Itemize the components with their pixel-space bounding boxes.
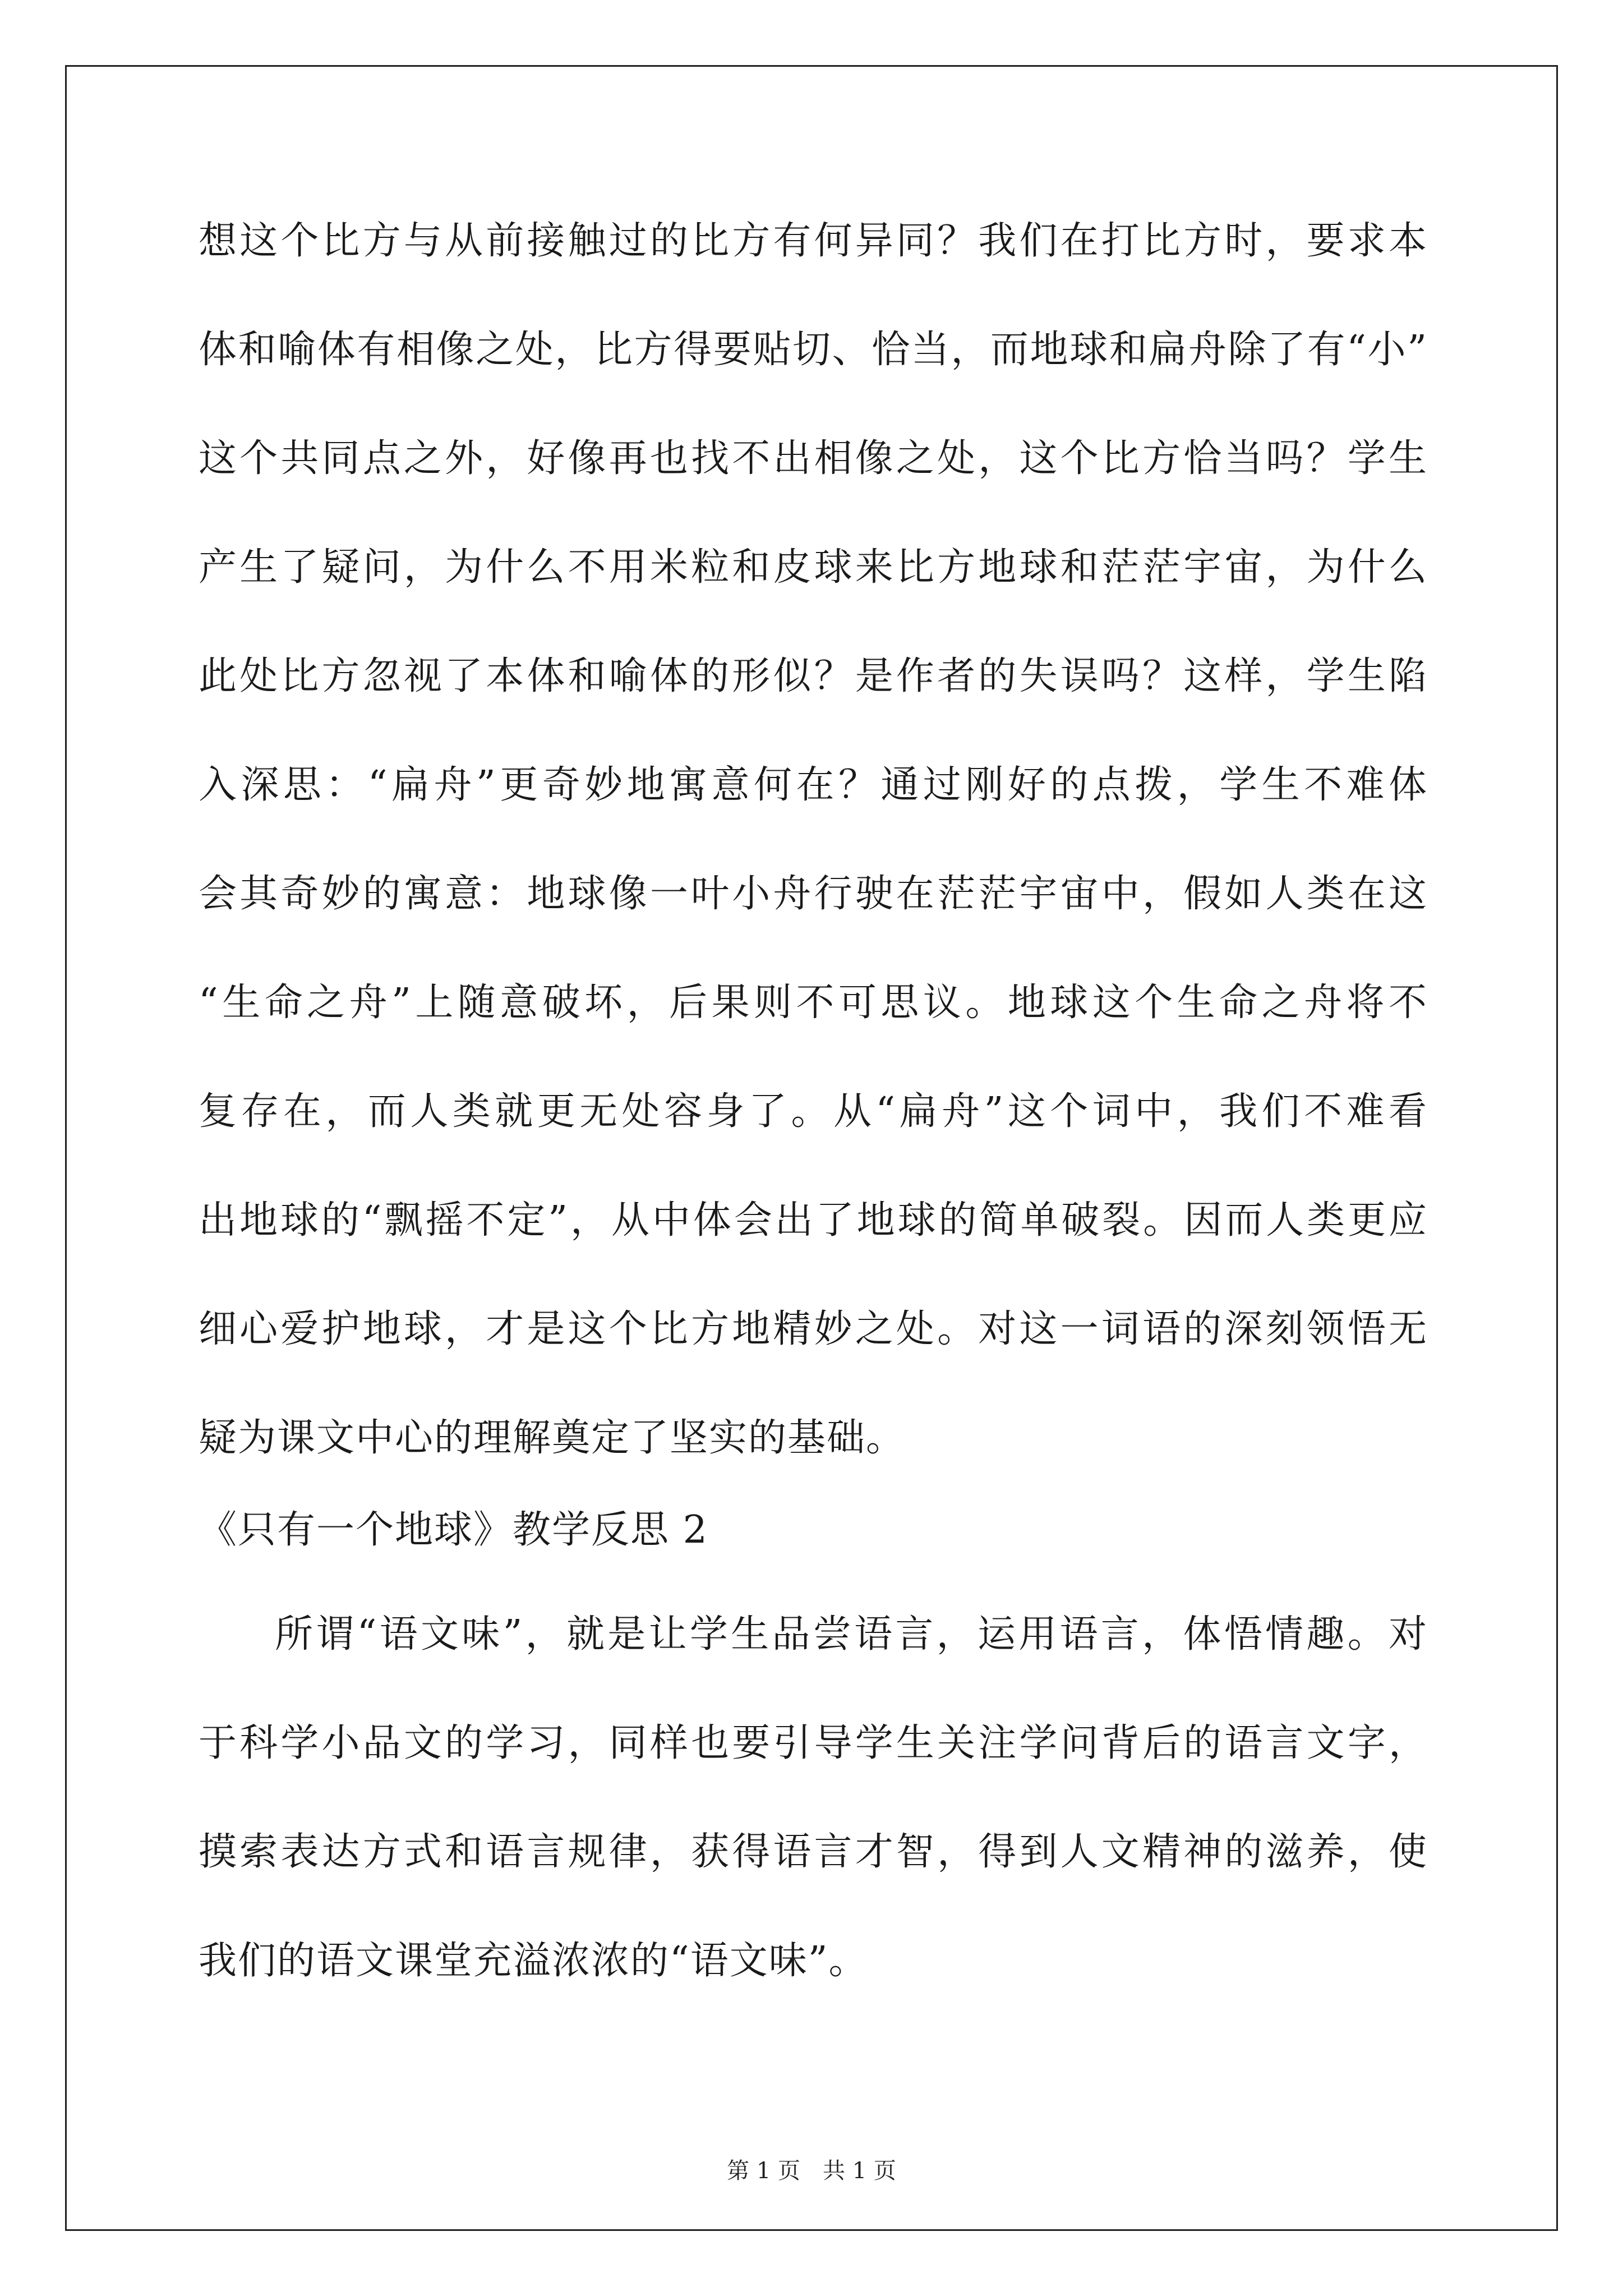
text-line: 所谓“语文味”，就是让学生品尝语言，运用语言，体悟情趣。对	[275, 1612, 1428, 1657]
text-line: 这个共同点之外，好像再也找不出相像之处，这个比方恰当吗？学生	[199, 436, 1428, 481]
paragraph-2	[199, 1607, 1428, 2042]
paragraph-1	[199, 213, 1428, 1519]
text-line: 想这个比方与从前接触过的比方有何异同？我们在打比方时，要求本	[199, 219, 1428, 263]
text-line: 此处比方忽视了本体和喻体的形似？是作者的失误吗？这样，学生陷	[199, 654, 1428, 698]
text-line: 疑为课文中心的理解奠定了坚实的基础。	[199, 1416, 906, 1460]
text-line: 会其奇妙的寓意：地球像一叶小舟行驶在茫茫宇宙中，假如人类在这	[199, 872, 1428, 916]
text-line: 复存在，而人类就更无处容身了。从“扁舟”这个词中，我们不难看	[199, 1089, 1428, 1134]
text-line: 我们的语文课堂充溢浓浓的“语文味”。	[199, 1939, 868, 1983]
text-line: “生命之舟”上随意破坏，后果则不可思议。地球这个生命之舟将不	[199, 981, 1428, 1025]
text-line: 摸索表达方式和语言规律，获得语言才智，得到人文精神的滋养，使	[199, 1830, 1428, 1874]
document-body	[199, 213, 1428, 2042]
page-footer: 第 1 页 共 1 页	[727, 2158, 896, 2184]
text-line: 体和喻体有相像之处，比方得要贴切、恰当，而地球和扁舟除了有“小”	[199, 328, 1428, 372]
text-line: 出地球的“飘摇不定”，从中体会出了地球的简单破裂。因而人类更应	[199, 1198, 1428, 1243]
text-line: 于科学小品文的学习，同样也要引导学生关注学问背后的语言文字，	[199, 1721, 1428, 1765]
text-line: 产生了疑问，为什么不用米粒和皮球来比方地球和茫茫宇宙，为什么	[199, 545, 1428, 590]
section-heading: 《只有一个地球》教学反思 2	[199, 1508, 708, 1552]
text-line: 入深思：“扁舟”更奇妙地寓意何在？通过刚好的点拨，学生不难体	[199, 763, 1428, 807]
text-line: 细心爱护地球，才是这个比方地精妙之处。对这一词语的深刻领悟无	[199, 1307, 1428, 1351]
